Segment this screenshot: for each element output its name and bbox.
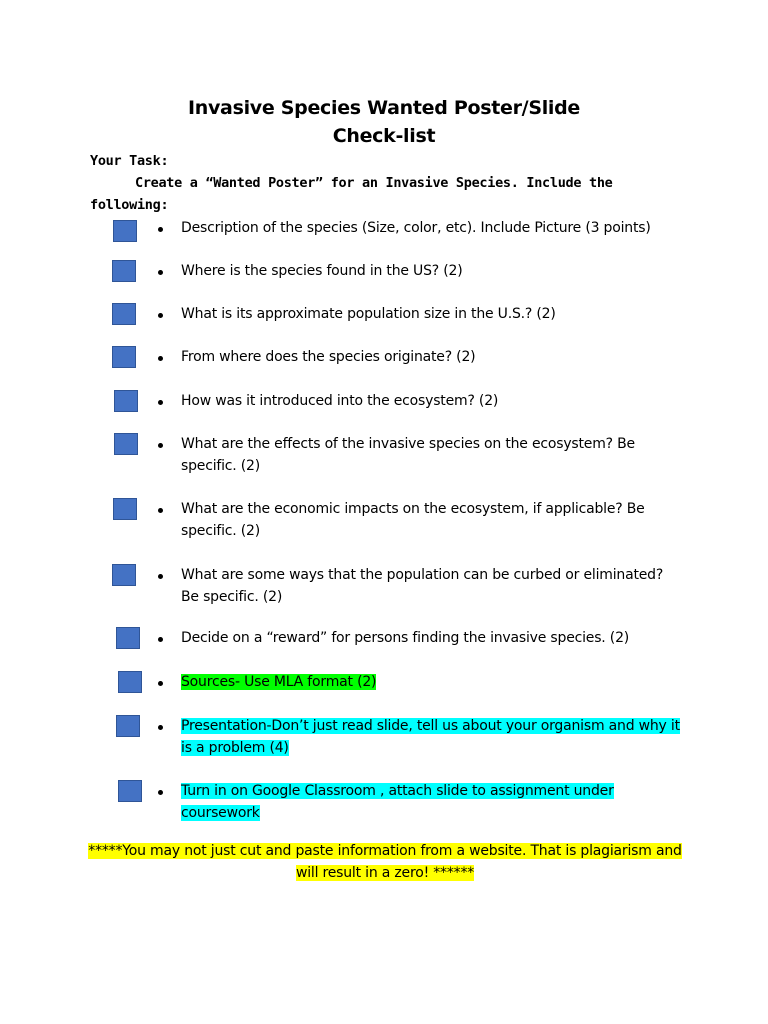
checklist-item-text: Description of the species (Size, color, etc). Include Picture (3 points) (181, 220, 651, 236)
bullet-icon (158, 356, 163, 361)
checklist-item-text (181, 715, 681, 759)
checkbox[interactable] (112, 346, 136, 368)
task-label: Your Task: (90, 153, 169, 169)
checklist-item-text: Where is the species found in the US? (2) (181, 263, 463, 279)
checklist-item (0, 671, 768, 690)
checklist-item (0, 217, 768, 236)
checklist-item (0, 346, 768, 365)
warning-text: *****You may not just cut and paste information from a website. That is plagiarism and will result in a zero! ****** (88, 843, 682, 881)
checkbox[interactable] (116, 715, 140, 737)
bullet-icon (158, 313, 163, 318)
highlighted-text: Sources- Use MLA format (2) (181, 674, 377, 690)
plagiarism-warning (85, 840, 685, 884)
checklist-item-text: Decide on a “reward” for persons finding the invasive species. (2) (181, 630, 630, 646)
bullet-icon (158, 227, 163, 232)
task-instruction: Create a “Wanted Poster” for an Invasive Species. Include the (135, 175, 613, 191)
checklist-item (0, 390, 768, 409)
bullet-icon (158, 270, 163, 275)
highlighted-text: Presentation-Don’t just read slide, tell us about your organism and why it is a problem (4) (181, 718, 680, 756)
checkbox[interactable] (114, 433, 138, 455)
checkbox[interactable] (113, 498, 137, 520)
checkbox[interactable] (112, 260, 136, 282)
checkbox[interactable] (114, 390, 138, 412)
document-title: Invasive Species Wanted Poster/Slide (187, 97, 581, 119)
checklist-item (0, 564, 768, 605)
checklist-item-text: What are the economic impacts on the ecosystem, if applicable? Be specific. (2) (181, 501, 645, 539)
task-instruction-continued: following: (90, 197, 169, 213)
checkbox[interactable] (118, 671, 142, 693)
checklist-item (0, 627, 768, 646)
bullet-icon (158, 681, 163, 686)
checklist-item-text: What are some ways that the population can be curbed or eliminated? Be specific. (2) (181, 567, 664, 605)
checklist-item-text (181, 780, 631, 824)
bullet-icon (158, 637, 163, 642)
bullet-icon (158, 574, 163, 579)
bullet-icon (158, 400, 163, 405)
checklist-item (0, 433, 768, 474)
checkbox[interactable] (116, 627, 140, 649)
checkbox[interactable] (113, 220, 137, 242)
checkbox[interactable] (118, 780, 142, 802)
highlighted-text: Turn in on Google Classroom , attach slide to assignment under coursework (181, 783, 614, 821)
checklist-item (0, 498, 768, 539)
checklist-item (0, 715, 768, 756)
checklist-item-text: How was it introduced into the ecosystem? (2) (181, 393, 499, 409)
checklist-item (0, 303, 768, 322)
checklist-item-text: What is its approximate population size in the U.S.? (2) (181, 306, 556, 322)
document-subtitle: Check-list (332, 125, 436, 147)
checkbox[interactable] (112, 303, 136, 325)
checklist-item-text (181, 671, 681, 693)
checklist-item (0, 780, 768, 821)
bullet-icon (158, 508, 163, 513)
checklist-item-text: From where does the species originate? (2) (181, 349, 476, 365)
bullet-icon (158, 790, 163, 795)
checklist-item-text: What are the effects of the invasive species on the ecosystem? Be specific. (2) (181, 436, 635, 474)
bullet-icon (158, 725, 163, 730)
bullet-icon (158, 443, 163, 448)
checkbox[interactable] (112, 564, 136, 586)
checklist-item (0, 260, 768, 279)
